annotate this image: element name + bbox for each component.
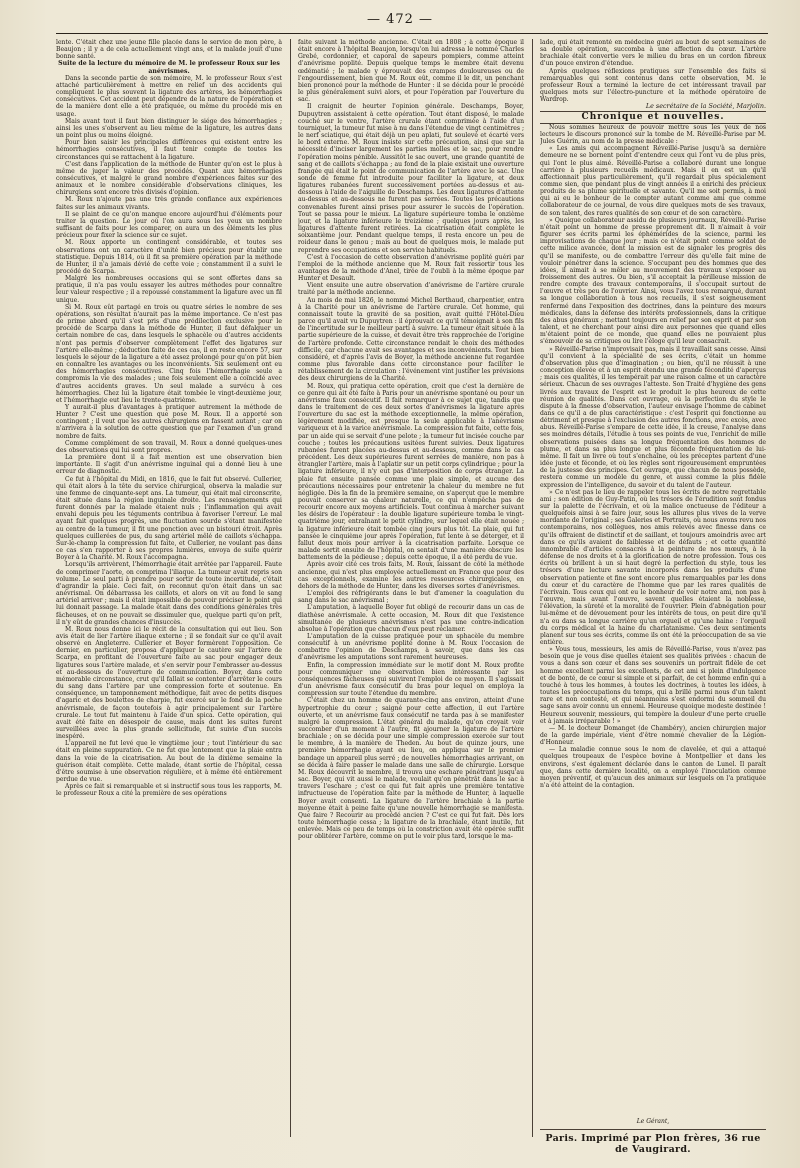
section-heading: Suite de la lecture du mémoire de M. le professeur Roux sur les anévrismes.	[58, 60, 280, 75]
paragraph: Après quelques réflexions pratiques sur l'ensemble des faits si remarquables qui sont contenus dans cette observation, M. le professeur Roux a terminé la lecture de cet intéressant travail par quelques mots sur l'électro-puncture et la méthode opératoire de Wardrop.	[540, 67, 766, 104]
paragraph: L'amputation, à laquelle Boyer fut obligé de recourir dans un cas de diathèse anévrismale. À cette occasion, M. Roux dit que l'existence simultanée de plusieurs anévrismes n'est pas une contre-indication absolue à l'opération que chacun d'eux peut réclamer.	[298, 604, 524, 633]
paragraph: La première dont il a fait mention est une observation bien importante. Il s'agit d'un anévrisme inguinal qui a donné lieu à une erreur de diagnostic.	[56, 454, 282, 476]
paragraph: M. Roux apporte un contingent considérable, et toutes ses observations ont un caractère d'unité bien précieux pour établir une statistique. Depuis 1814, où il fit sa première opération par la méthode de Hunter, il n'a jamais dévié de cette voie ; constamment il a suivi le procédé de Scarpa.	[56, 239, 282, 275]
header-rule	[56, 33, 768, 34]
column-2	[298, 39, 524, 1137]
chronique-heading: Chronique et nouvelles.	[540, 111, 766, 124]
paragraph: M. Roux n'ajoute pas une très grande confiance aux expériences faites sur les animaux vivants.	[56, 196, 282, 211]
column-separator	[532, 39, 533, 1137]
paragraph: M. Roux nous donne ici le récit de la consultation qui eut lieu. Son avis était de lier l'artère iliaque externe ; il se fondait sur ce qu'il avait observé en Angleterre. Cullerier et Boyer formèrent l'opposition. Ce dernier, en particulier, proposa d'appliquer le cautère sur l'artère de Scarpa, en profitant de l'ouverture faite au sac pour engager deux ligatures sous l'artère malade, et s'en servir pour l'embrasser au-dessus et au-dessous de l'ouverture de communication. Boyer, dans cette mémorable circonstance, crut qu'il fallait se contenter d'arrêter le cours du sang dans l'artère par une compression forte et soutenue. En conséquence, un tamponnement méthodique, fait avec de petits disques d'agaric et des boulettes de charpie, fut exercé sur le fond de la poche anévrismale, de façon toutefois à agir principalement sur l'artère crurale. Le tout fut maintenu à l'aide d'un spica. Cette opération, qui avait été faite en désespoir de cause, mais dont les suites furent surveillées avec la plus grande sollicitude, fut suivie d'un succès inespéré.	[56, 625, 282, 741]
paragraph: M. Roux, qui pratiqua cette opération, croit que c'est la dernière de ce genre qui ait été faite à Paris pour un anévrisme spontané ou pour un anévrisme faux consécutif. Il fait remarquer à ce sujet que, tandis que dans le traitement de ces deux sortes d'anévrismes la ligature après l'ouverture du sac est la méthode exceptionnelle, la même opération, légèrement modifiée, est presque la seule applicable à l'anévrisme variqueux et à la varice anévrismale. La compression fut faite, cette fois, par un aide qui se servait d'une pelote ; la tumeur fut incisée couche par couche ; toutes les précautions usitées furent suivies. Deux ligatures rubanées furent placées au-dessus et au-dessous, comme dans le cas précédent. Les deux supérieures furent serrées de manière, non pas à étrangler l'artère, mais à l'aplatir sur un petit corps cylindrique ; pour la ligature inférieure, il n'y eut pas d'interposition de corps étranger. La plaie fut ensuite pansée comme une plaie simple, et aucune des précautions nécessaires pour entretenir la chaleur du membre ne fut négligée. Dès la fin de la première semaine, on s'aperçut que le membre pouvait conserver sa chaleur naturelle, ce qui n'empêcha pas de recourir encore aux moyens artificiels. Tout continua à marcher suivant les désirs de l'opérateur : la double ligature supérieure tomba le vingt-quatrième jour, entraînant le petit cylindre, sur lequel elle était nouée ; la ligature inférieure était tombée cinq jours plus tôt. La plaie, qui fut pansée le cinquième jour après l'opération, fut lente à se déterger, et il fallut deux mois pour arriver à la cicatrisation parfaite. Lorsque ce malade sortit ensuite de l'hôpital, on sentait d'une manière obscure les battements de la pédieuse ; depuis cette époque, il a été perdu de vue.	[298, 382, 524, 562]
paragraph: L'appareil ne fut levé que le vingtième jour ; tout l'intérieur du sac était en pleine suppuration. Ce ne fut que lentement que la plaie entra dans la voie de la cicatrisation. Au bout de la dixième semaine la guérison était complète. Cette malade, étant sortie de l'hôpital, cessa d'être soumise à une observation régulière, et à même été entièrement perdue de vue.	[56, 740, 282, 784]
paragraph: Enfin, la compression immédiate sur le motif dont M. Roux profite pour communiquer une observation bien intéressante par les conséquences fâcheuses qui suivirent l'emploi de ce moyen. Il s'agissait d'un anévrisme faux consécutif du bras pour lequel on employa la compression sur toute l'étendue du membre.	[298, 661, 524, 698]
column-separator	[290, 39, 291, 1137]
column-3	[540, 39, 766, 1115]
paragraph: Nous sommes heureux de pouvoir mettre sous les yeux de nos lecteurs le discours prononcé sur la tombe de M. Réveillé-Parise par M. Jules Guérin, au nom de la presse médicale :	[540, 123, 766, 146]
paragraph: Comme complément de son travail, M. Roux a donné quelques-unes des observations qui lui sont propres.	[56, 439, 282, 454]
paragraph: Au mois de mai 1826, le nommé Michel Berthaud, charpentier, entra à la Charité pour un anévrisme de l'artère crurale. Cet homme, qui connaissait toute la gravité de sa position, avait quitté l'Hôtel-Dieu parce qu'il avait vu Dupuytren : il éprouvait ce qu'il témoignait à son fils de l'incertitude sur le meilleur parti à suivre. La tumeur était située à la partie supérieure de la cuisse, et devait être très rapprochée de l'origine de l'artère profonde. Cette circonstance rendait le choix des méthodes difficile, car chacune avait ses avantages et ses inconvénients. Tout bien considéré, et d'après l'avis de Boyer, la méthode ancienne fut regardée comme plus favorable dans cette circonstance pour faciliter le rétablissement de la circulation : l'événement vint justifier les prévisions des deux chirurgiens de la Charité.	[298, 296, 524, 383]
paragraph: » Ce n'est pas le lieu de rappeler tous les écrits de notre regrettable ami ; son édition de Guy-Patin, où les trésors de l'érudition sont fondus sur la palette de l'écrivain, et où la malice onctueuse de l'éditeur a quelquefois ainsi à se faire jour, sous les allures plus vives de la verve mordante de l'original ; ses Galeries et Portraits, où nous avons revu nos contemporains, nos collègues, nos amis relevés avec finesse dans ce qu'ils offraient de distinctif et de saillant, et toujours amoindris avec art dans ce qu'ils avaient de faiblesse et de défauts ; et cette quantité innombrable d'articles consacrés à la peinture de nos mœurs, à la défense de nos droits et à la glorification de notre profession. Tous ces écrits où brillent à un si haut degré la perfection du style, tous les trésors d'une lecture savante incorporés dans les produits d'une observation patiente et fine sont encore plus remarquables par les dons du cœur et du caractère de l'homme que par les rares qualités de l'écrivain. Tous ceux qui ont eu le bonheur de voir notre ami, non pas à l'œuvre, mais avant l'œuvre, savent quelles étaient la noblesse, l'élévation, la sûreté et la moralité de l'ouvrier. Plein d'abnégation pour lui-même et de dévouement pour les intérêts de tous, on peut dire qu'il n'a eu dans sa longue carrière qu'un orgueil et qu'une haine : l'orgueil du corps médical et la haine du charlatanisme. Ces deux sentiments planent sur tous ses écrits, comme ils ont été la préoccupation de sa vie entière.	[540, 488, 766, 646]
column-1	[56, 39, 282, 1137]
paragraph: faite suivant la méthode ancienne. C'était en 1808 ; à cette époque il était encore à l'hôpital Beaujon, lorsqu'on lui adressa le nommé Charles Grebé, cordonnier, et caporal de sapeurs pompiers, comme atteint d'anévrisme poplité. Depuis quelque temps le membre était devenu œdématié ; le malade y éprouvait des crampes douloureuses ou de l'engourdissement, bien que M. Roux eût, comme il le dit, un penchant bien prononcé pour la méthode de Hunter : il se décida pour le procédé le plus généralement suivi alors, et pour l'opération par l'ouverture du sac.	[298, 39, 524, 104]
paragraph: Vient ensuite une autre observation d'anévrisme de l'artère crurale traité par la méthode ancienne.	[298, 282, 524, 297]
paragraph: Ce fut à l'hôpital du Midi, en 1816, que le fait fut observé. Cullerier, qui était alors à la tête du service chirurgical, observa la maladie sur une femme de cinquante-sept ans. La tumeur, qui était mal circonscrite, était située dans la région inguinale droite. Les renseignements qui furent donnés par la malade étaient nuls ; l'inflammation qui avait envahi depuis peu les téguments contribua à favoriser l'erreur. Le mal ayant fait quelques progrès, une fluctuation sourde s'étant manifestée au centre de la tumeur, il fit une ponction avec un bistouri étroit. Après quelques cuillerées de pus, du sang artériel mêlé de caillots s'échappa. Sur-le-champ la compression fut faite, et Cullerier, ne voulant pas dans ce cas s'en rapporter à ses propres lumières, envoya de suite quérir Boyer à la Charité. M. Roux l'accompagna.	[56, 475, 282, 562]
paragraph: Si M. Roux eût partagé en trois ou quatre séries le nombre de ses opérations, son résultat n'aurait pas la même importance. Ce n'est pas de prime abord qu'il s'est pris d'une prédilection exclusive pour le procédé de Scarpa dans la méthode de Hunter, il faut défalquer un certain nombre de cas, dans lesquels le sphacèle ou d'autres accidents n'ont pas permis d'observer complètement l'effet des ligatures sur l'artère elle-même ; déduction faite de ces cas, il en reste encore 57, sur lesquels le séjour de la ligature a été assez prolongé pour qu'on pût bien en connaître les avantages ou les inconvénients. Six seulement ont eu des hémorrhagies consécutives. Cinq fois l'hémorrhagie seule a compromis la vie des malades ; une fois seulement elle a coïncidé avec d'autres accidents graves. Un seul malade a survécu à ces hémorrhagies. Chez lui la ligature était tombée le vingt-deuxième jour, et l'hémorrhagie eut lieu le trente-quatrième.	[56, 303, 282, 404]
paragraph: Après avoir cité ces trois faits, M. Roux, laissant de côté la méthode ancienne, qui n'est plus employée actuellement en France que pour des cas exceptionnels, examine les autres ressources chirurgicales, en dehors de la méthode de Hunter, dans les diverses sortes d'anévrismes.	[298, 561, 524, 590]
paragraph: C'était chez un homme de quarante-cinq ans environ, atteint d'une hypertrophie du cœur ; saigné pour cette affection, il eut l'artère ouverte, et un anévrisme faux consécutif ne tarda pas à se manifester malgré la compression. L'état général du malade, qu'on croyait voir succomber d'un moment à l'autre, fit ajourner la ligature de l'artère brachiale ; on se décida pour une simple compression exercée sur tout le membre, à la manière de Theden. Au bout de quinze jours, une première hémorrhagie ayant eu lieu, on appliqua sur le premier bandage un appareil plus serré ; de nouvelles hémorrhagies arrivant, on se décida à faire passer le malade dans une salle de chirurgie. Lorsque M. Roux découvrit le membre, il trouva une eschare pénétrant jusqu'au sac. Boyer, qui vit aussi le malade, voulait qu'on pénétrât dans le sac à travers l'eschare ; c'est ce qui fut fait après une première tentative infructueuse de l'opération faite par la méthode de Hunter, à laquelle Boyer avait consenti. La ligature de l'artère brachiale à la partie moyenne était à peine faite qu'une nouvelle hémorrhagie se manifesta. Que faire ? Recourir au procédé ancien ? C'est ce qui fut fait. Dès lors toute hémorrhagie cessa ; la ligature de la brachiale, étant inutile, fut enlevée. Mais ce peu de temps où la constriction avait été opérée suffit pour oblitérer l'artère, comme on put le voir plus tard, lorsque le ma-	[298, 697, 524, 841]
paragraph: Après ce fait si remarquable et si instructif sous tous les rapports, M. le professeur Roux a cité la première de ses opérations	[56, 783, 282, 798]
paragraph: Il craignit de heurter l'opinion générale. Deschamps, Boyer, Dupuytren assistaient à cette opération. Tout étant disposé, le malade couché sur le ventre, l'artère crurale étant comprimée à l'aide d'un tourniquet, la tumeur fut mise à nu dans l'étendue de vingt centimètres ; le nerf sciatique, qui était déjà un peu aplati, fut soulevé et écarté vers le bord externe. M. Roux insiste sur cette précaution, ainsi que sur la nécessité d'inciser largement les parties molles et le sac, pour rendre l'opération moins pénible. Aussitôt le sac ouvert, une grande quantité de sang et de caillots s'échappa ; au fond de la plaie existait une ouverture frangée qui était le point de communication de l'artère avec le sac. Une sonde de femme fut introduite pour faciliter la ligature, et deux ligatures rubanées furent successivement portées au-dessus et au-dessous à l'aide de l'aiguille de Deschamps. Les deux ligatures d'attente au-dessus et au-dessous ne furent pas serrées. Toutes les précautions convenables furent ainsi prises pour assurer le succès de l'opération. Tout se passa pour le mieux. La ligature supérieure tomba le onzième jour, et la ligature inférieure le treizième ; quelques jours après, les ligatures d'attente furent retirées. La cicatrisation était complète le soixantième jour. Pendant quelque temps, il resta encore un peu de roideur dans le genou ; mais au bout de quelques mois, le malade put reprendre ses occupations et son service habituels.	[298, 103, 524, 254]
paragraph: L'emploi des réfrigérants dans le but d'amener la coagulation du sang dans le sac anévrismal ;	[298, 590, 524, 605]
paragraph: — M. le docteur Domanget (de Chambéry), ancien chirurgien major de la garde impériale, vient d'être nommé chevalier de la Légion-d'Honneur.	[540, 724, 766, 747]
paragraph: » Réveillé-Parise n'improvisait pas, mais il travaillait sans cesse. Ainsi qu'il convient à la spécialité de ses écrits, c'était un homme d'observation plus que d'imagination ; ou bien, qu'il ne réussit à une conception élevée et à un esprit étendu une grande fécondité d'aperçus ; mais ces qualités, il les tempérait par une raison calme et un caractère sérieux. Chacun de ses ouvrages l'atteste. Son Traité d'hygiène des gens livrés aux travaux de l'esprit est le produit le plus heureux de cette réunion de qualités. Dans cet ouvrage, où la perfection du style le dispute à la finesse d'observation, l'auteur envisage l'homme de cabinet dans ce qu'il a de plus caractéristique : c'est l'esprit qui fonctionne au détriment et presque à l'exclusion des autres fonctions, avec excès, avec abus. Réveillé-Parise s'empare de cette idée, il la creuse, l'analyse dans ses moindres détails, l'étudie à tous ses points de vue, l'enrichit de mille observations puisées dans sa longue fréquentation des hommes de plume, et dans sa plus longue et plus féconde fréquentation de lui-même. Il fait un livre où tout s'enchaîne, où les préceptes partent d'une idée juste et féconde, et où les règles sont rigoureusement empruntées de la justesse des principes. Cet ouvrage, que chacun de nous possède, restera comme un modèle du genre, et aussi comme la plus fidèle expression de l'intelligence, du savoir et du talent de l'auteur.	[540, 345, 766, 489]
paragraph: Lorsqu'ils arrivèrent, l'hémorrhagie était arrêtée par l'appareil. Faute de comprimer l'aorte, on comprima l'iliaque. La tumeur avait repris son volume. Le seul parti à prendre pour sortir de toute incertitude, c'était d'agrandir la plaie. Ceci fait, on reconnut qu'on était dans un sac anévrismal. On débarrassa les caillots, et alors on vit au fond le sang artériel arriver ; mais il était impossible de pouvoir préciser le point qui lui donnait passage. La malade était dans des conditions générales très fâcheuses, et on ne pouvait se dissimuler que, quelque parti qu'on prît, il n'y eût de grandes chances d'insuccès.	[56, 561, 282, 626]
paragraph: Dans la seconde partie de son mémoire, M. le professeur Roux s'est attaché particulièrement à mettre en relief un des accidents qui compliquent le plus souvent la ligature des artères, les hémorrhagies consécutives. Cet accident peut dépendre de la nature de l'opération et de la manière dont elle a été pratiquée, ou même du procédé mis en usage.	[56, 74, 282, 118]
paragraph: » Vous tous, messieurs, les amis de Réveillé-Parise, vous n'avez pas besoin que je vous dise quelles étaient ses qualités privées : chacun de vous a dans son cœur et dans ses souvenirs un portrait fidèle de cet homme excellent parmi les excellents, de cet ami si plein d'indulgence et de bonté, de ce cœur si simple et si parfait, de cet homme enfin qui a touché à tous les hommes, à toutes les doctrines, à toutes les idées, à toutes les préoccupations du temps, qui a brillé parmi nous d'un talent rare et non contesté, et qui néanmoins s'est endormi du sommeil du sage sans avoir connu un ennemi. Heureuse quoique modeste destinée ! Heureux souvenir, messieurs, qui tempère la douleur d'une perte cruelle et à jamais irréparable ! »	[540, 646, 766, 725]
paragraph: L'amputation de la cuisse pratiquée pour un sphacèle du membre consécutif à un anévrisme poplité donne à M. Roux l'occasion de combattre l'opinion de Deschamps, à savoir, que dans les cas d'anévrisme les amputations sont rarement heureuses.	[298, 632, 524, 662]
secretary-signature: Le secrétaire de la Société, Marjolin.	[645, 102, 766, 111]
paragraph: lade, qui était remonté en médecine guéri au bout de sept semaines de sa double opération, succomba à une affection du cœur. L'artère brachiale était convertie vers le milieu du bras en un cordon fibreux d'un pouce environ d'étendue.	[540, 39, 766, 68]
paragraph: C'est dans l'application de la méthode de Hunter qu'on est le plus à même de juger la valeur des procédés. Quant aux hémorrhagies consécutives, et malgré le grand nombre d'expériences faites sur des animaux et le nombre considérable d'observations cliniques, les chirurgiens sont encore très divisés d'opinion.	[56, 160, 282, 197]
paragraph: lente. C'était chez une jeune fille placée dans le service de mon père, à Beaujon ; il y a de cela actuellement vingt ans, et la malade jouit d'une bonne santé.	[56, 39, 282, 61]
paragraph: Y aurait-il plus d'avantages à pratiquer autrement la méthode de Hunter ? C'est une question que pose M. Roux. Il a apporté son contingent ; il veut que les autres chirurgiens en fassent autant ; car on n'arrivera à la solution de cette question que par l'examen d'un grand nombre de faits.	[56, 403, 282, 440]
paragraph: » Quoique collaborateur assidu de plusieurs journaux, Réveillé-Parise n'était point un homme de presse proprement dit. Il n'aimait à voir figurer ses écrits parmi les éphémérides de la science, parmi les improvisations de chaque jour ; mais ce n'était point comme soldat de cette milice avancée, dont la mission est de signaler les progrès dès qu'il se manifeste, ou de combattre l'erreur dès qu'elle fait mine de vouloir pénétrer dans la science. S'occupant peu des hommes que des idées, il aimait à se mêler au mouvement des travaux s'exposer au froissement des autres. Ou bien, s'il acceptait la périlleuse mission de rendre compte des travaux contemporains, il s'occupait surtout de l'œuvre et très peu de l'ouvrier. Ainsi, vous l'avez tous remarqué, durant sa longue collaboration à tous nos recueils, il s'est soigneusement renfermé dans l'exposition des doctrines, dans la peinture des mœurs médicales, dans la défense des intérêts professionnels, dans la critique des abus généraux ; mettant toujours en relief par son esprit et par son talent, et ne cherchant pour ainsi dire aux personnes que quand elles m'étaient point de ce monde, que quand elles ne pouvaient plus s'émouvoir de sa critiques ou lire l'éloge qu'il leur consacrait.	[540, 216, 766, 346]
paragraph: Mais avant tout il faut bien distinguer le siége des hémorrhagies ; ainsi les unes s'observent au lieu même de la ligature, les autres dans un point plus ou moins éloigné.	[56, 117, 282, 140]
gerant-label: Le Gérant,	[636, 1118, 670, 1125]
paragraph: Il se plaint de ce qu'on manque encore aujourd'hui d'éléments pour traiter la question. Le jour où l'on aura sous les yeux un nombre suffisant de faits pour les comparer, on aura un des éléments les plus précieux pour fixer la science sur ce sujet.	[56, 210, 282, 240]
printer-imprint: Paris. Imprimé par Plon frères, 36 rue de Vaugirard.	[540, 1129, 766, 1155]
page-number: — 472 —	[366, 12, 434, 27]
paragraph: Malgré les nombreuses occasions qui se sont offertes dans sa pratique, il n'a pas voulu essayer les autres méthodes pour connaître leur valeur respective ; il a repoussé constamment la ligature avec un fil unique.	[56, 275, 282, 304]
paragraph: C'est à l'occasion de cette observation d'anévrisme poplité guéri par l'emploi de la méthode ancienne que M. Roux fait ressortir tous les avantages de la méthode d'Anel, tirée de l'oubli à la même époque par Hunter et Desault.	[298, 253, 524, 283]
paragraph: — La maladie connue sous le nom de clavelée, et qui a attaqué quelques troupeaux de l'espèce bovine à Montpellier et dans les environs, s'est également déclarée dans le canton de Lunel. Il paraît que, dans cette dernière localité, on a employé l'inoculation comme moyen préventif, et qu'aucun des animaux sur lesquels on l'a pratiquée n'a été atteint de la contagion.	[540, 746, 766, 790]
paragraph: « Les amis qui accompagnent Réveillé-Parise jusqu'à sa dernière demeure ne se bornent point d'entendre ceux qui l'ont vu de plus près, qui l'ont le plus aimé. Réveillé-Parise a collaboré durant une longue carrière à plusieurs recueils médicaux. Mais il en est un qu'il affectionnait plus particulièrement, qu'il regardait plus spécialement comme sien, que pendant plus de vingt années il a enrichi des précieux produits de sa plume spirituelle et savante. Qu'il me soit permis, à moi qui ai eu le bonheur de le compter autant comme ami que comme collaborateur de ce journal, de vous dire quelques mots de ses travaux, de son talent, des rares qualités de son cœur et de son caractère.	[540, 145, 766, 217]
paragraph: Pour bien saisir les principales différences qui existent entre les hémorrhagies consécutives, il faut tenir compte de toutes les circonstances qui se rattachent à la ligature.	[56, 139, 282, 161]
